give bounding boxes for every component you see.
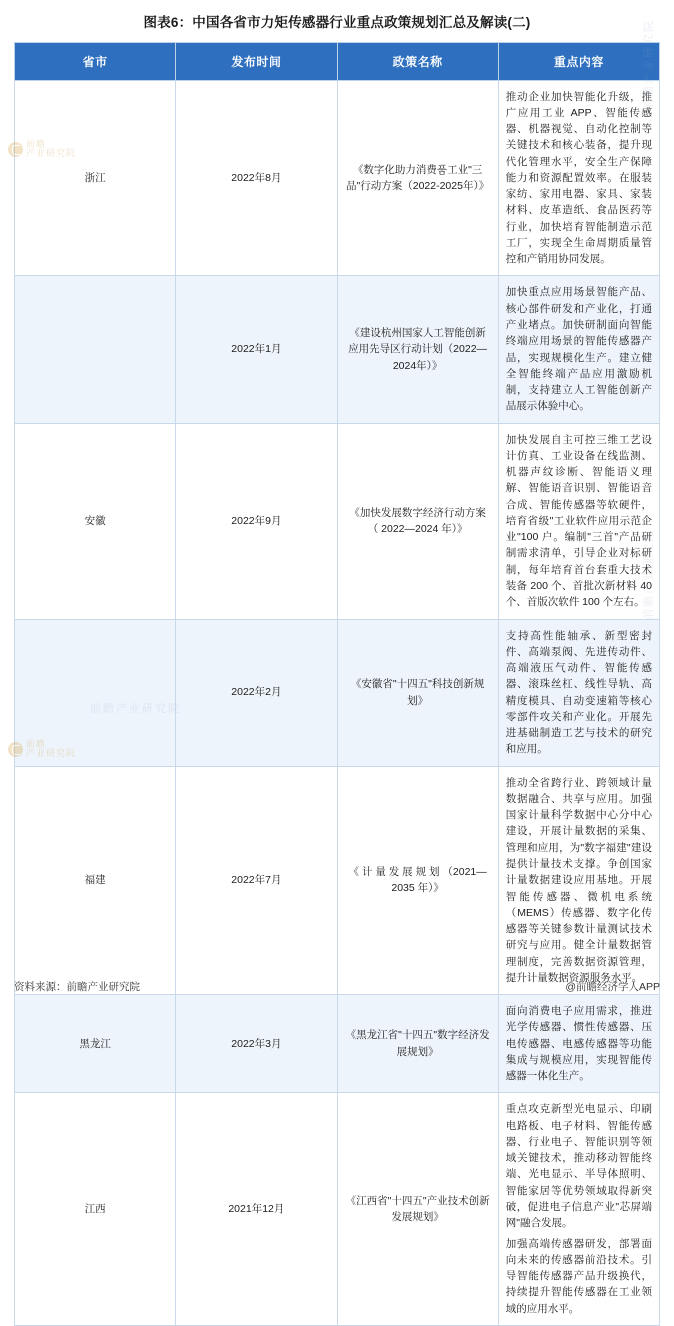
table-header-row [15,42,660,80]
table-header [15,42,660,80]
column-header-date: 发布时间 [176,42,337,80]
content-paragraph: 加强高端传感器研发，部署面向未来的传感器前沿技术。引导智能传感器产品升级换代，持续提升智能传感器在工业领域的应用水平。 [505,1237,652,1315]
cell-policy-name: 《安徽省"十四五"科技创新规划》 [337,619,498,766]
cell-date: 2021年12月 [176,1093,337,1325]
cell-policy-name: 《黑龙江省"十四五"数字经济发展规划》 [337,995,498,1093]
page-title: 图表6：中国各省市力矩传感器行业重点政策规划汇总及解读(二) [143,15,531,30]
cell-key-content [498,1093,659,1325]
content-paragraph: 加快发展自主可控三维工艺设计仿真、工业设备在线监测、机器声纹诊断、智能语义理解、智能语音识别、智能语音合成、智能传感器等软硬件，培育省级"工业软件应用示范企业"100 户。编制"三首"产品研制需求清单，引导企业对标研制，每年培育首台套重大技术装备 200 个、首批次新材料 40 个、首版次软件 100 个左右。 [505,433,652,609]
cell-policy-name: 《 计 量 发 展 规 划 （2021—2035 年）》 [337,766,498,994]
cell-province: 黑龙江 [15,995,176,1093]
content-paragraph: 面向消费电子应用需求，推进光学传感器、惯性传感器、压电传感器、电感传感器等功能集成与规模应用，实现智能传感器一体化生产。 [505,1005,652,1083]
cell-key-content [498,80,659,276]
cell-key-content [498,995,659,1093]
content-paragraph: 推动全省跨行业、跨领域计量数据融合、共享与应用。加强国家计量科学数据中心分中心建设，开展计量数据的采集、管理和应用，为"数字福建"建设提供计量技术支撑。争创国家计量数据建设应用基地。开展智能传感器、微机电系统（MEMS）传感器、数字化传感器等关键参数计量测试技术研究与应用。健全计量数据管理制度，完善数据资源管理，提升计量数据资源服务水平。 [505,776,652,984]
cell-policy-name: 《数字化助力消费품工业"三品"行动方案（2022-2025年）》 [337,80,498,276]
table-row [15,766,660,994]
cell-key-content [498,276,659,423]
cell-province: 浙江 [15,80,176,276]
watermark-text: 前瞻产业研究院 [643,19,655,110]
table-row [15,423,660,619]
cell-key-content [498,619,659,766]
content-paragraph: 推动企业加快智能化升级，推广应用工业 APP、智能传感器、机器视觉、自动化控制等关键技术和核心装备，提升现代化管理水平，安全生产保障能力和资源配置效率。在服装家纺、家用电器、家具、家装材料、皮革造纸、食品医药等行业，加快培育智能制造示范工厂，实现全生命周期质量管控和产销用协同发展。 [505,90,652,266]
table-body [15,80,660,1325]
brand-note: @前瞻经济学人APP [565,981,660,993]
content-paragraph: 加快重点应用场景智能产品、核心部件研发和产业化，打通产业堵点。加快研制面向智能终端应用场景的智能传感器产品，实现规模化生产。建立健全智能终端产品应用激励机制，支持建立人工智能创新产品展示体验中心。 [505,286,652,413]
cell-province [15,619,176,766]
cell-date: 2022年8月 [176,80,337,276]
cell-province: 安徽 [15,423,176,619]
column-header-province: 省市 [15,42,176,80]
cell-policy-name: 《江西省"十四五"产业技术创新发展规划》 [337,1093,498,1325]
cell-key-content [498,766,659,994]
cell-policy-name: 《建设杭州国家人工智能创新应用先导区行动计划（2022—2024年）》 [337,276,498,423]
cell-province: 江西 [15,1093,176,1325]
watermark-logo-text: 前瞻 产业研究院 [26,139,77,159]
table-row [15,276,660,423]
cell-policy-name: 《加快发展数字经济行动方案（ 2022—2024 年）》 [337,423,498,619]
cell-key-content [498,423,659,619]
table-row [15,80,660,276]
cell-date: 2022年2月 [176,619,337,766]
watermark-text: 前瞻产业研究院 [90,703,181,715]
column-header-key-content: 重点内容 [498,42,659,80]
cell-date: 2022年7月 [176,766,337,994]
cell-province: 福建 [15,766,176,994]
watermark-text: 前瞻产业研究院 [643,529,655,620]
cell-date: 2022年3月 [176,995,337,1093]
table-row [15,995,660,1093]
cell-province [15,276,176,423]
table-row [15,619,660,766]
policy-table [14,42,660,1326]
content-paragraph: 支持高性能轴承、新型密封件、高端泵阀、先进传动件、高端液压气动件、智能传感器、滚珠丝杠、线性导轨、高精度模具、自动变速箱等核心零部件攻关和产业化。开展先进基础制造工艺与技术的研究和应用。 [505,629,652,756]
column-header-policy-name: 政策名称 [337,42,498,80]
table-row [15,1093,660,1325]
source-note: 资料来源：前瞻产业研究院 [14,981,140,993]
footer [14,979,660,994]
content-paragraph: 重点攻克新型光电显示、印刷电路板、电子材料、智能传感器、行业电子、智能识别等领域关键技术，推动移动智能终端、光电显示、半导体照明、智能家居等优势领域取得新突破，促进电子信息产业"芯屏端网"融合发展。 [505,1103,652,1230]
watermark-logo-text: 前瞻 产业研究院 [26,739,77,759]
cell-date: 2022年1月 [176,276,337,423]
cell-date: 2022年9月 [176,423,337,619]
